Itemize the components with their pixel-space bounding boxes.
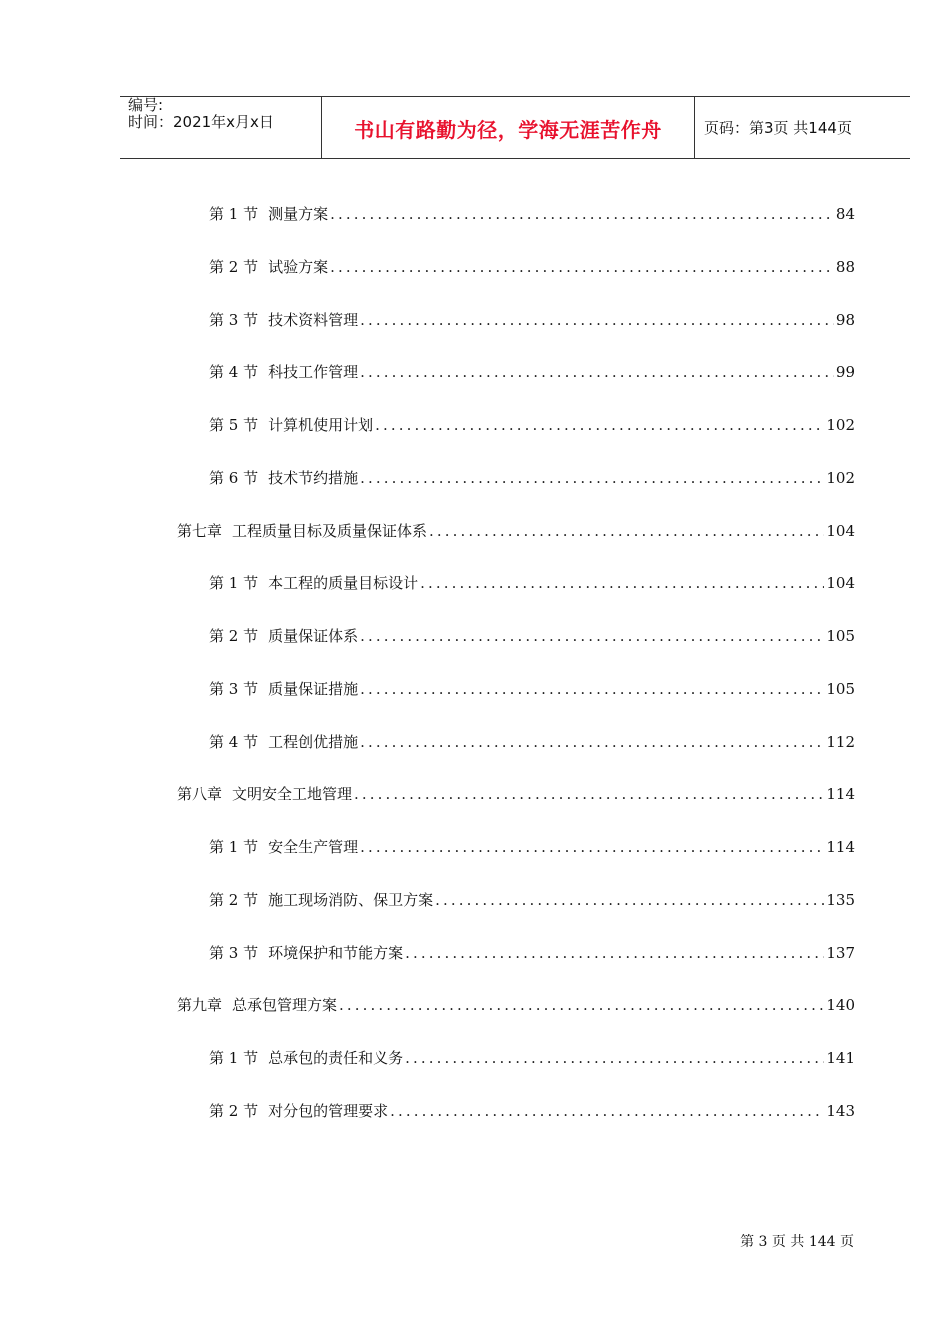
toc-entry-title: 环境保护和节能方案 bbox=[268, 944, 404, 962]
toc-entry-page: 102 bbox=[826, 469, 855, 487]
toc-entry-number: 第 1 节 bbox=[209, 1049, 259, 1067]
toc-entry-page: 114 bbox=[826, 838, 855, 856]
toc-entry-page: 114 bbox=[826, 785, 855, 803]
toc-dot-leader bbox=[360, 627, 824, 645]
document-code-label: 编号: bbox=[128, 96, 164, 114]
toc-entry-number: 第 1 节 bbox=[209, 838, 259, 856]
toc-entry-page: 84 bbox=[835, 205, 855, 223]
toc-entry-number: 第 1 节 bbox=[209, 574, 259, 592]
toc-dot-leader bbox=[375, 416, 824, 434]
toc-entry-title: 技术资料管理 bbox=[268, 311, 359, 329]
toc-entry-number: 第 4 节 bbox=[209, 733, 259, 751]
page-footer: 第 3 页 共 144 页 bbox=[740, 1234, 854, 1250]
toc-entry-title: 工程质量目标及质量保证体系 bbox=[232, 522, 428, 540]
toc-entry-number: 第 2 节 bbox=[209, 1102, 259, 1120]
toc-section-entry[interactable] bbox=[209, 889, 855, 913]
toc-entry-number: 第七章 bbox=[177, 522, 223, 540]
toc-entry-page: 135 bbox=[826, 891, 855, 909]
toc-entry-title: 工程创优措施 bbox=[268, 733, 359, 751]
toc-entry-title: 总承包的责任和义务 bbox=[268, 1049, 404, 1067]
toc-section-entry[interactable] bbox=[209, 625, 855, 649]
toc-entry-number: 第 2 节 bbox=[209, 891, 259, 909]
toc-entry-page: 141 bbox=[826, 1049, 855, 1067]
toc-chapter-entry[interactable] bbox=[177, 994, 855, 1018]
toc-entry-title: 试验方案 bbox=[268, 258, 329, 276]
toc-dot-leader bbox=[435, 891, 824, 909]
toc-entry-number: 第九章 bbox=[177, 996, 223, 1014]
toc-entry-number: 第 3 节 bbox=[209, 311, 259, 329]
toc-dot-leader bbox=[330, 205, 834, 223]
toc-entry-number: 第 3 节 bbox=[209, 680, 259, 698]
toc-section-entry[interactable] bbox=[209, 361, 855, 385]
toc-chapter-entry[interactable] bbox=[177, 520, 855, 544]
toc-entry-page: 102 bbox=[826, 416, 855, 434]
toc-section-entry[interactable] bbox=[209, 942, 855, 966]
toc-section-entry[interactable] bbox=[209, 414, 855, 438]
toc-entry-page: 99 bbox=[835, 363, 855, 381]
toc-entry-page: 104 bbox=[826, 574, 855, 592]
toc-entry-page: 105 bbox=[826, 627, 855, 645]
toc-entry-title: 总承包管理方案 bbox=[232, 996, 338, 1014]
toc-entry-page: 104 bbox=[826, 522, 855, 540]
toc-section-entry[interactable] bbox=[209, 203, 855, 227]
toc-entry-title: 质量保证措施 bbox=[268, 680, 359, 698]
toc-section-entry[interactable] bbox=[209, 1047, 855, 1071]
toc-entry-number: 第 1 节 bbox=[209, 205, 259, 223]
toc-entry-title: 技术节约措施 bbox=[268, 469, 359, 487]
toc-entry-page: 105 bbox=[826, 680, 855, 698]
toc-dot-leader bbox=[390, 1102, 824, 1120]
toc-dot-leader bbox=[360, 311, 834, 329]
toc-dot-leader bbox=[360, 469, 824, 487]
toc-entry-title: 质量保证体系 bbox=[268, 627, 359, 645]
toc-dot-leader bbox=[360, 733, 824, 751]
toc-entry-title: 计算机使用计划 bbox=[268, 416, 374, 434]
toc-dot-leader bbox=[405, 1049, 824, 1067]
toc-section-entry[interactable] bbox=[209, 678, 855, 702]
toc-entry-number: 第八章 bbox=[177, 785, 223, 803]
header-page-info: 页码：第3页 共144页 bbox=[704, 119, 852, 137]
toc-dot-leader bbox=[360, 838, 824, 856]
toc-section-entry[interactable] bbox=[209, 731, 855, 755]
header-motto: 书山有路勤为径，学海无涯苦作舟 bbox=[354, 118, 662, 142]
toc-dot-leader bbox=[429, 522, 824, 540]
toc-section-entry[interactable] bbox=[209, 1100, 855, 1124]
toc-entry-title: 测量方案 bbox=[268, 205, 329, 223]
toc-entry-page: 137 bbox=[826, 944, 855, 962]
toc-entry-page: 98 bbox=[835, 311, 855, 329]
toc-section-entry[interactable] bbox=[209, 467, 855, 491]
toc-dot-leader bbox=[339, 996, 824, 1014]
toc-entry-title: 文明安全工地管理 bbox=[232, 785, 353, 803]
toc-chapter-entry[interactable] bbox=[177, 783, 855, 807]
toc-entry-page: 140 bbox=[826, 996, 855, 1014]
toc-entry-title: 科技工作管理 bbox=[268, 363, 359, 381]
toc-section-entry[interactable] bbox=[209, 309, 855, 333]
toc-dot-leader bbox=[330, 258, 834, 276]
toc-dot-leader bbox=[354, 785, 824, 803]
toc-entry-title: 安全生产管理 bbox=[268, 838, 359, 856]
toc-dot-leader bbox=[420, 574, 824, 592]
toc-entry-page: 88 bbox=[835, 258, 855, 276]
toc-dot-leader bbox=[360, 680, 824, 698]
document-time-label: 时间：2021年x月x日 bbox=[128, 113, 274, 131]
toc-entry-title: 施工现场消防、保卫方案 bbox=[268, 891, 434, 909]
toc-dot-leader bbox=[405, 944, 824, 962]
toc-entry-page: 143 bbox=[826, 1102, 855, 1120]
toc-entry-number: 第 2 节 bbox=[209, 627, 259, 645]
toc-section-entry[interactable] bbox=[209, 572, 855, 596]
toc-entry-title: 对分包的管理要求 bbox=[268, 1102, 389, 1120]
toc-entry-number: 第 2 节 bbox=[209, 258, 259, 276]
toc-entry-title: 本工程的质量目标设计 bbox=[268, 574, 419, 592]
toc-entry-page: 112 bbox=[826, 733, 855, 751]
toc-section-entry[interactable] bbox=[209, 256, 855, 280]
toc-entry-number: 第 3 节 bbox=[209, 944, 259, 962]
toc-entry-number: 第 5 节 bbox=[209, 416, 259, 434]
toc-entry-number: 第 6 节 bbox=[209, 469, 259, 487]
toc-dot-leader bbox=[360, 363, 834, 381]
toc-entry-number: 第 4 节 bbox=[209, 363, 259, 381]
toc-section-entry[interactable] bbox=[209, 836, 855, 860]
